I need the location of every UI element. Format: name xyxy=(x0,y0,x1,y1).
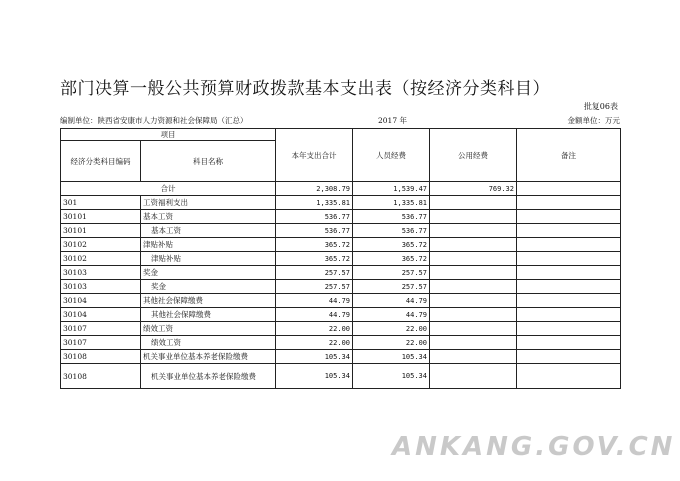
header-name: 科目名称 xyxy=(141,141,276,182)
report-year: 2017 年 xyxy=(378,116,407,125)
table-row xyxy=(61,224,621,238)
row-code: 30107 xyxy=(61,322,141,336)
row-code: 30108 xyxy=(61,350,141,364)
row-name: 机关事业单位基本养老保险缴费 xyxy=(141,350,276,364)
table-row xyxy=(61,266,621,280)
row-name: 其他社会保障缴费 xyxy=(141,308,276,322)
header-total: 本年支出合计 xyxy=(276,129,353,182)
row-total: 365.72 xyxy=(276,252,353,266)
row-note xyxy=(517,280,621,294)
row-name: 津贴补贴 xyxy=(141,252,276,266)
row-name: 基本工资 xyxy=(141,224,276,238)
row-personnel: 1,335.81 xyxy=(353,196,430,210)
row-public xyxy=(430,238,517,252)
row-personnel: 22.00 xyxy=(353,336,430,350)
row-personnel: 44.79 xyxy=(353,294,430,308)
total-amount: 2,308.79 xyxy=(276,182,353,196)
header-personnel: 人员经费 xyxy=(353,129,430,182)
total-public: 769.32 xyxy=(430,182,517,196)
row-total: 22.00 xyxy=(276,322,353,336)
total-personnel: 1,539.47 xyxy=(353,182,430,196)
row-code: 30104 xyxy=(61,308,141,322)
row-name: 绩效工资 xyxy=(141,336,276,350)
page-title: 部门决算一般公共预算财政拨款基本支出表（按经济分类科目） xyxy=(60,79,550,99)
row-name: 机关事业单位基本养老保险缴费 xyxy=(141,364,276,389)
row-name: 奖金 xyxy=(141,280,276,294)
row-code: 30107 xyxy=(61,336,141,350)
row-note xyxy=(517,238,621,252)
row-public xyxy=(430,364,517,389)
row-code: 301 xyxy=(61,196,141,210)
row-note xyxy=(517,252,621,266)
table-row xyxy=(61,336,621,350)
row-public xyxy=(430,252,517,266)
row-note xyxy=(517,364,621,389)
header-item-group: 项目 xyxy=(61,129,276,141)
row-name: 其他社会保障缴费 xyxy=(141,294,276,308)
row-name: 绩效工资 xyxy=(141,322,276,336)
row-public xyxy=(430,308,517,322)
header-public: 公用经费 xyxy=(430,129,517,182)
row-total: 22.00 xyxy=(276,336,353,350)
row-code: 30102 xyxy=(61,252,141,266)
row-personnel: 365.72 xyxy=(353,238,430,252)
row-total: 257.57 xyxy=(276,266,353,280)
row-personnel: 105.34 xyxy=(353,350,430,364)
row-public xyxy=(430,210,517,224)
row-note xyxy=(517,224,621,238)
header-code: 经济分类科目编码 xyxy=(61,141,141,182)
row-personnel: 105.34 xyxy=(353,364,430,389)
row-personnel: 257.57 xyxy=(353,266,430,280)
row-total: 1,335.81 xyxy=(276,196,353,210)
row-total: 536.77 xyxy=(276,224,353,238)
header-note: 备注 xyxy=(517,129,621,182)
table-row xyxy=(61,322,621,336)
row-name: 基本工资 xyxy=(141,210,276,224)
row-personnel: 365.72 xyxy=(353,252,430,266)
row-code: 30108 xyxy=(61,364,141,389)
row-name: 津贴补贴 xyxy=(141,238,276,252)
table-row xyxy=(61,252,621,266)
form-number: 批复06表 xyxy=(583,102,618,111)
row-total: 365.72 xyxy=(276,238,353,252)
row-public xyxy=(430,224,517,238)
total-label: 合计 xyxy=(61,182,276,196)
row-total: 105.34 xyxy=(276,350,353,364)
row-public xyxy=(430,294,517,308)
row-public xyxy=(430,280,517,294)
row-personnel: 44.79 xyxy=(353,308,430,322)
row-note xyxy=(517,308,621,322)
table-row xyxy=(61,210,621,224)
row-code: 30103 xyxy=(61,266,141,280)
site-watermark: ANKANG.GOV.CN xyxy=(392,432,676,462)
row-code: 30101 xyxy=(61,224,141,238)
row-personnel: 536.77 xyxy=(353,210,430,224)
row-note xyxy=(517,350,621,364)
row-name: 奖金 xyxy=(141,266,276,280)
table-row xyxy=(61,196,621,210)
row-public xyxy=(430,266,517,280)
row-total: 257.57 xyxy=(276,280,353,294)
row-public xyxy=(430,322,517,336)
row-note xyxy=(517,266,621,280)
total-note xyxy=(517,182,621,196)
row-note xyxy=(517,322,621,336)
row-public xyxy=(430,336,517,350)
row-code: 30101 xyxy=(61,210,141,224)
row-note xyxy=(517,336,621,350)
compiling-unit: 编制单位：陕西省安康市人力资源和社会保障局（汇总） xyxy=(60,116,248,125)
row-total: 44.79 xyxy=(276,308,353,322)
row-note xyxy=(517,294,621,308)
row-name: 工资福利支出 xyxy=(141,196,276,210)
row-total: 536.77 xyxy=(276,210,353,224)
amount-unit: 金额单位：万元 xyxy=(567,116,620,125)
table-row xyxy=(61,238,621,252)
table-row xyxy=(61,364,621,389)
row-personnel: 536.77 xyxy=(353,224,430,238)
row-public xyxy=(430,196,517,210)
row-code: 30104 xyxy=(61,294,141,308)
row-public xyxy=(430,350,517,364)
row-personnel: 257.57 xyxy=(353,280,430,294)
row-note xyxy=(517,210,621,224)
row-total: 105.34 xyxy=(276,364,353,389)
table-row xyxy=(61,350,621,364)
table-row xyxy=(61,280,621,294)
row-code: 30102 xyxy=(61,238,141,252)
table-row xyxy=(61,294,621,308)
row-personnel: 22.00 xyxy=(353,322,430,336)
table-row xyxy=(61,308,621,322)
row-total: 44.79 xyxy=(276,294,353,308)
row-note xyxy=(517,196,621,210)
total-row xyxy=(61,182,621,196)
expenditure-table xyxy=(60,128,621,389)
row-code: 30103 xyxy=(61,280,141,294)
